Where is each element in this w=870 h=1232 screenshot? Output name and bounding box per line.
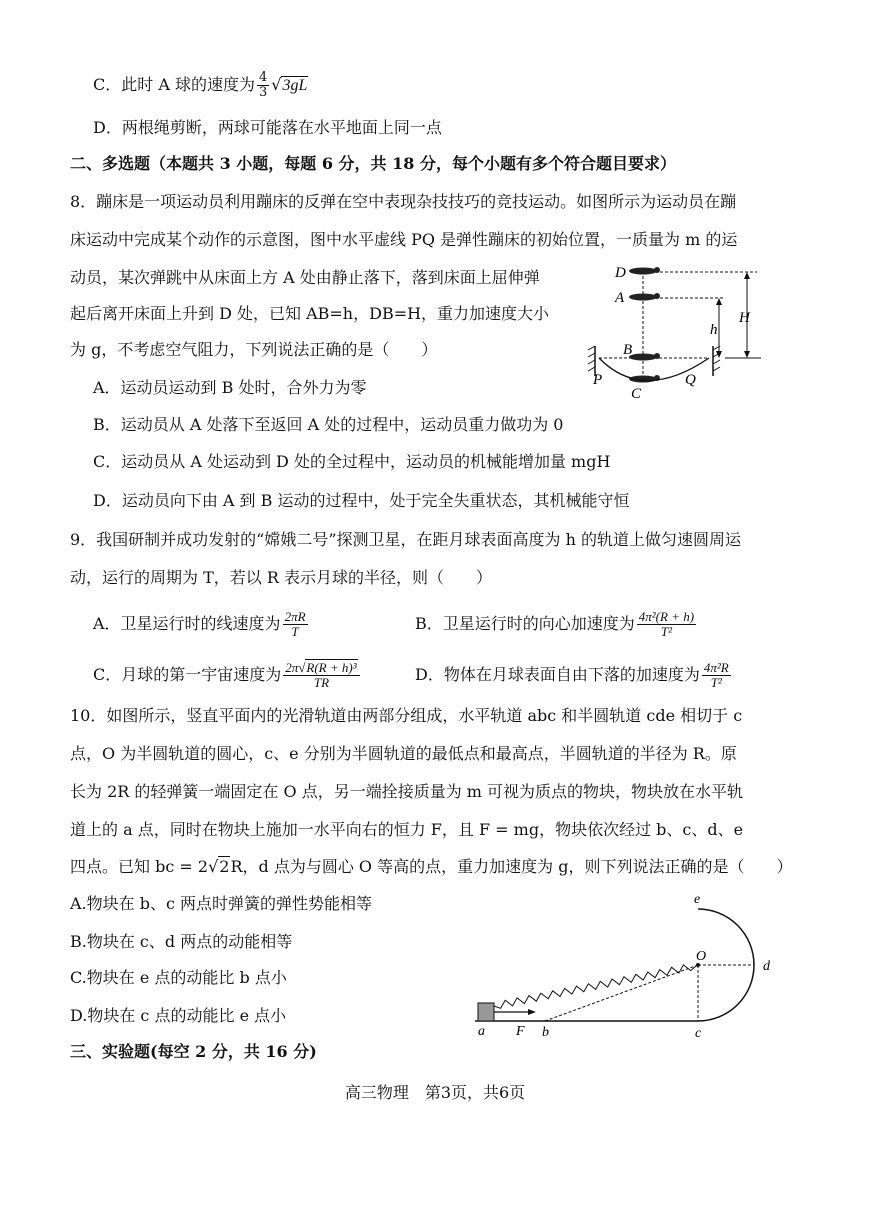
q10-stem-line2: 点，O 为半圆轨道的圆心，c、e 分别为半圆轨道的最低点和最高点，半圆轨道的半径为 R。原 (70, 744, 737, 763)
label-a: a (478, 1024, 485, 1039)
label-b: b (542, 1025, 549, 1040)
label-a: A (615, 290, 625, 306)
q8-stem-line3: 动员，某次弹跳中从床面上方 A 处由静止落下，落到床面上屈伸弹 (70, 268, 540, 287)
q10-stem-line1: 10．如图所示，竖直平面内的光滑轨道由两部分组成，水平轨道 abc 和半圆轨道 cde 相切于 c (70, 706, 743, 725)
section-2-heading: 二、多选题（本题共 3 小题，每题 6 分，共 18 分，每个小题有多个符合题目要求） (70, 154, 676, 173)
q8-option-c: C．运动员从 A 处运动到 D 处的全过程中，运动员的机械能增加量 mgH (93, 452, 611, 471)
q10-option-d: D.物块在 c 点的动能比 e 点小 (70, 1006, 287, 1025)
q8-option-a: A．运动员运动到 B 处时，合外力为零 (93, 378, 367, 397)
q8-stem-line1: 8．蹦床是一项运动员利用蹦床的反弹在空中表现杂技技巧的竞技运动。如图所示为运动员在蹦 (70, 192, 737, 211)
label-big-h: H (739, 310, 750, 326)
label-f: F (516, 1024, 525, 1039)
label-h: h (710, 322, 718, 338)
athlete-at-a (629, 293, 660, 301)
q10-option-c: C.物块在 e 点的动能比 b 点小 (70, 968, 287, 987)
section-3-heading: 三、实验题(每空 2 分，共 16 分) (70, 1042, 317, 1061)
q8-option-b: B．运动员从 A 处落下至返回 A 处的过程中，运动员重力做功为 0 (93, 415, 564, 434)
q10-stem-line5: 四点。已知 bc = 2√2R，d 点为与圆心 O 等高的点，重力加速度为 g，则下列说法正确的是（ ） (70, 857, 793, 876)
q7-fraction: $\frac{4}{3}$ (258, 70, 268, 100)
q7-option-c: C．此时 A 球的速度为 $\frac{4}{3}$ √3gL (93, 70, 308, 100)
q10-stem-line4: 道上的 a 点，同时在物块上施加一水平向右的恒力 F，且 F = mg，物块依次经过 b、c、d、e (70, 820, 744, 839)
q8-stem-line4: 起后离开床面上升到 D 处，已知 AB=h，DB=H，重力加速度大小 (70, 304, 550, 323)
athlete-at-b (629, 353, 660, 361)
label-e: e (694, 892, 701, 907)
page-footer: 高三物理 第3页，共6页 (344, 1083, 526, 1102)
q10-track-figure (470, 888, 790, 1048)
q9-stem-line1: 9．我国研制并成功发射的“嫦娥二号”探测卫星，在距月球表面高度为 h 的轨道上做匀速圆周运 (70, 530, 742, 549)
q8-stem-line5: 为 g，不考虑空气阻力，下列说法正确的是（ ） (70, 340, 438, 359)
q10-option-b: B.物块在 c、d 两点的动能相等 (70, 932, 293, 951)
q10-option-a: A.物块在 b、c 两点时弹簧的弹性势能相等 (70, 894, 373, 913)
q7-option-d: D．两根绳剪断，两球可能落在水平地面上同一点 (93, 118, 442, 137)
q9-option-b: B．卫星运行时的向心加速度为 $\frac{\text{4π²(R + h)}}{\text{T²}}$ (415, 609, 695, 639)
q9-option-d: D．物体在月球表面自由下落的加速度为 $\frac{\text{4π²R}}{\text{T²}}$ (415, 660, 729, 690)
label-c: c (695, 1026, 702, 1041)
label-b: B (623, 342, 633, 358)
q8-stem-line2: 床运动中完成某个动作的示意图，图中水平虚线 PQ 是弹性蹦床的初始位置，一质量为 m 的运 (70, 230, 738, 249)
spring (494, 965, 696, 1008)
label-p: P (593, 372, 603, 388)
athlete-at-d (629, 267, 660, 275)
q9-option-c: C．月球的第一宇宙速度为 $\frac{\text{2π√R(R + h)³}}{TR}$ (93, 661, 362, 690)
label-o: O (696, 949, 707, 964)
q8-option-d: D．运动员向下由 A 到 B 运动的过程中，处于完全失重状态，其机械能守恒 (93, 491, 630, 510)
label-c: C (631, 386, 642, 402)
q9-option-a: A．卫星运行时的线速度为 $\frac{2\pi R}{T}$ (93, 609, 306, 639)
block (478, 1003, 494, 1021)
q8-trampoline-figure (585, 258, 775, 408)
q10-stem-line3: 长为 2R 的轻弹簧一端固定在 O 点，另一端拴接质量为 m 可视为质点的物块，物块放在水平轨 (70, 782, 744, 801)
label-d: D (615, 265, 626, 281)
q9-stem-line2: 动，运行的周期为 T，若以 R 表示月球的半径，则（ ） (70, 568, 492, 587)
label-q: Q (685, 372, 696, 388)
label-d: d (763, 959, 770, 974)
